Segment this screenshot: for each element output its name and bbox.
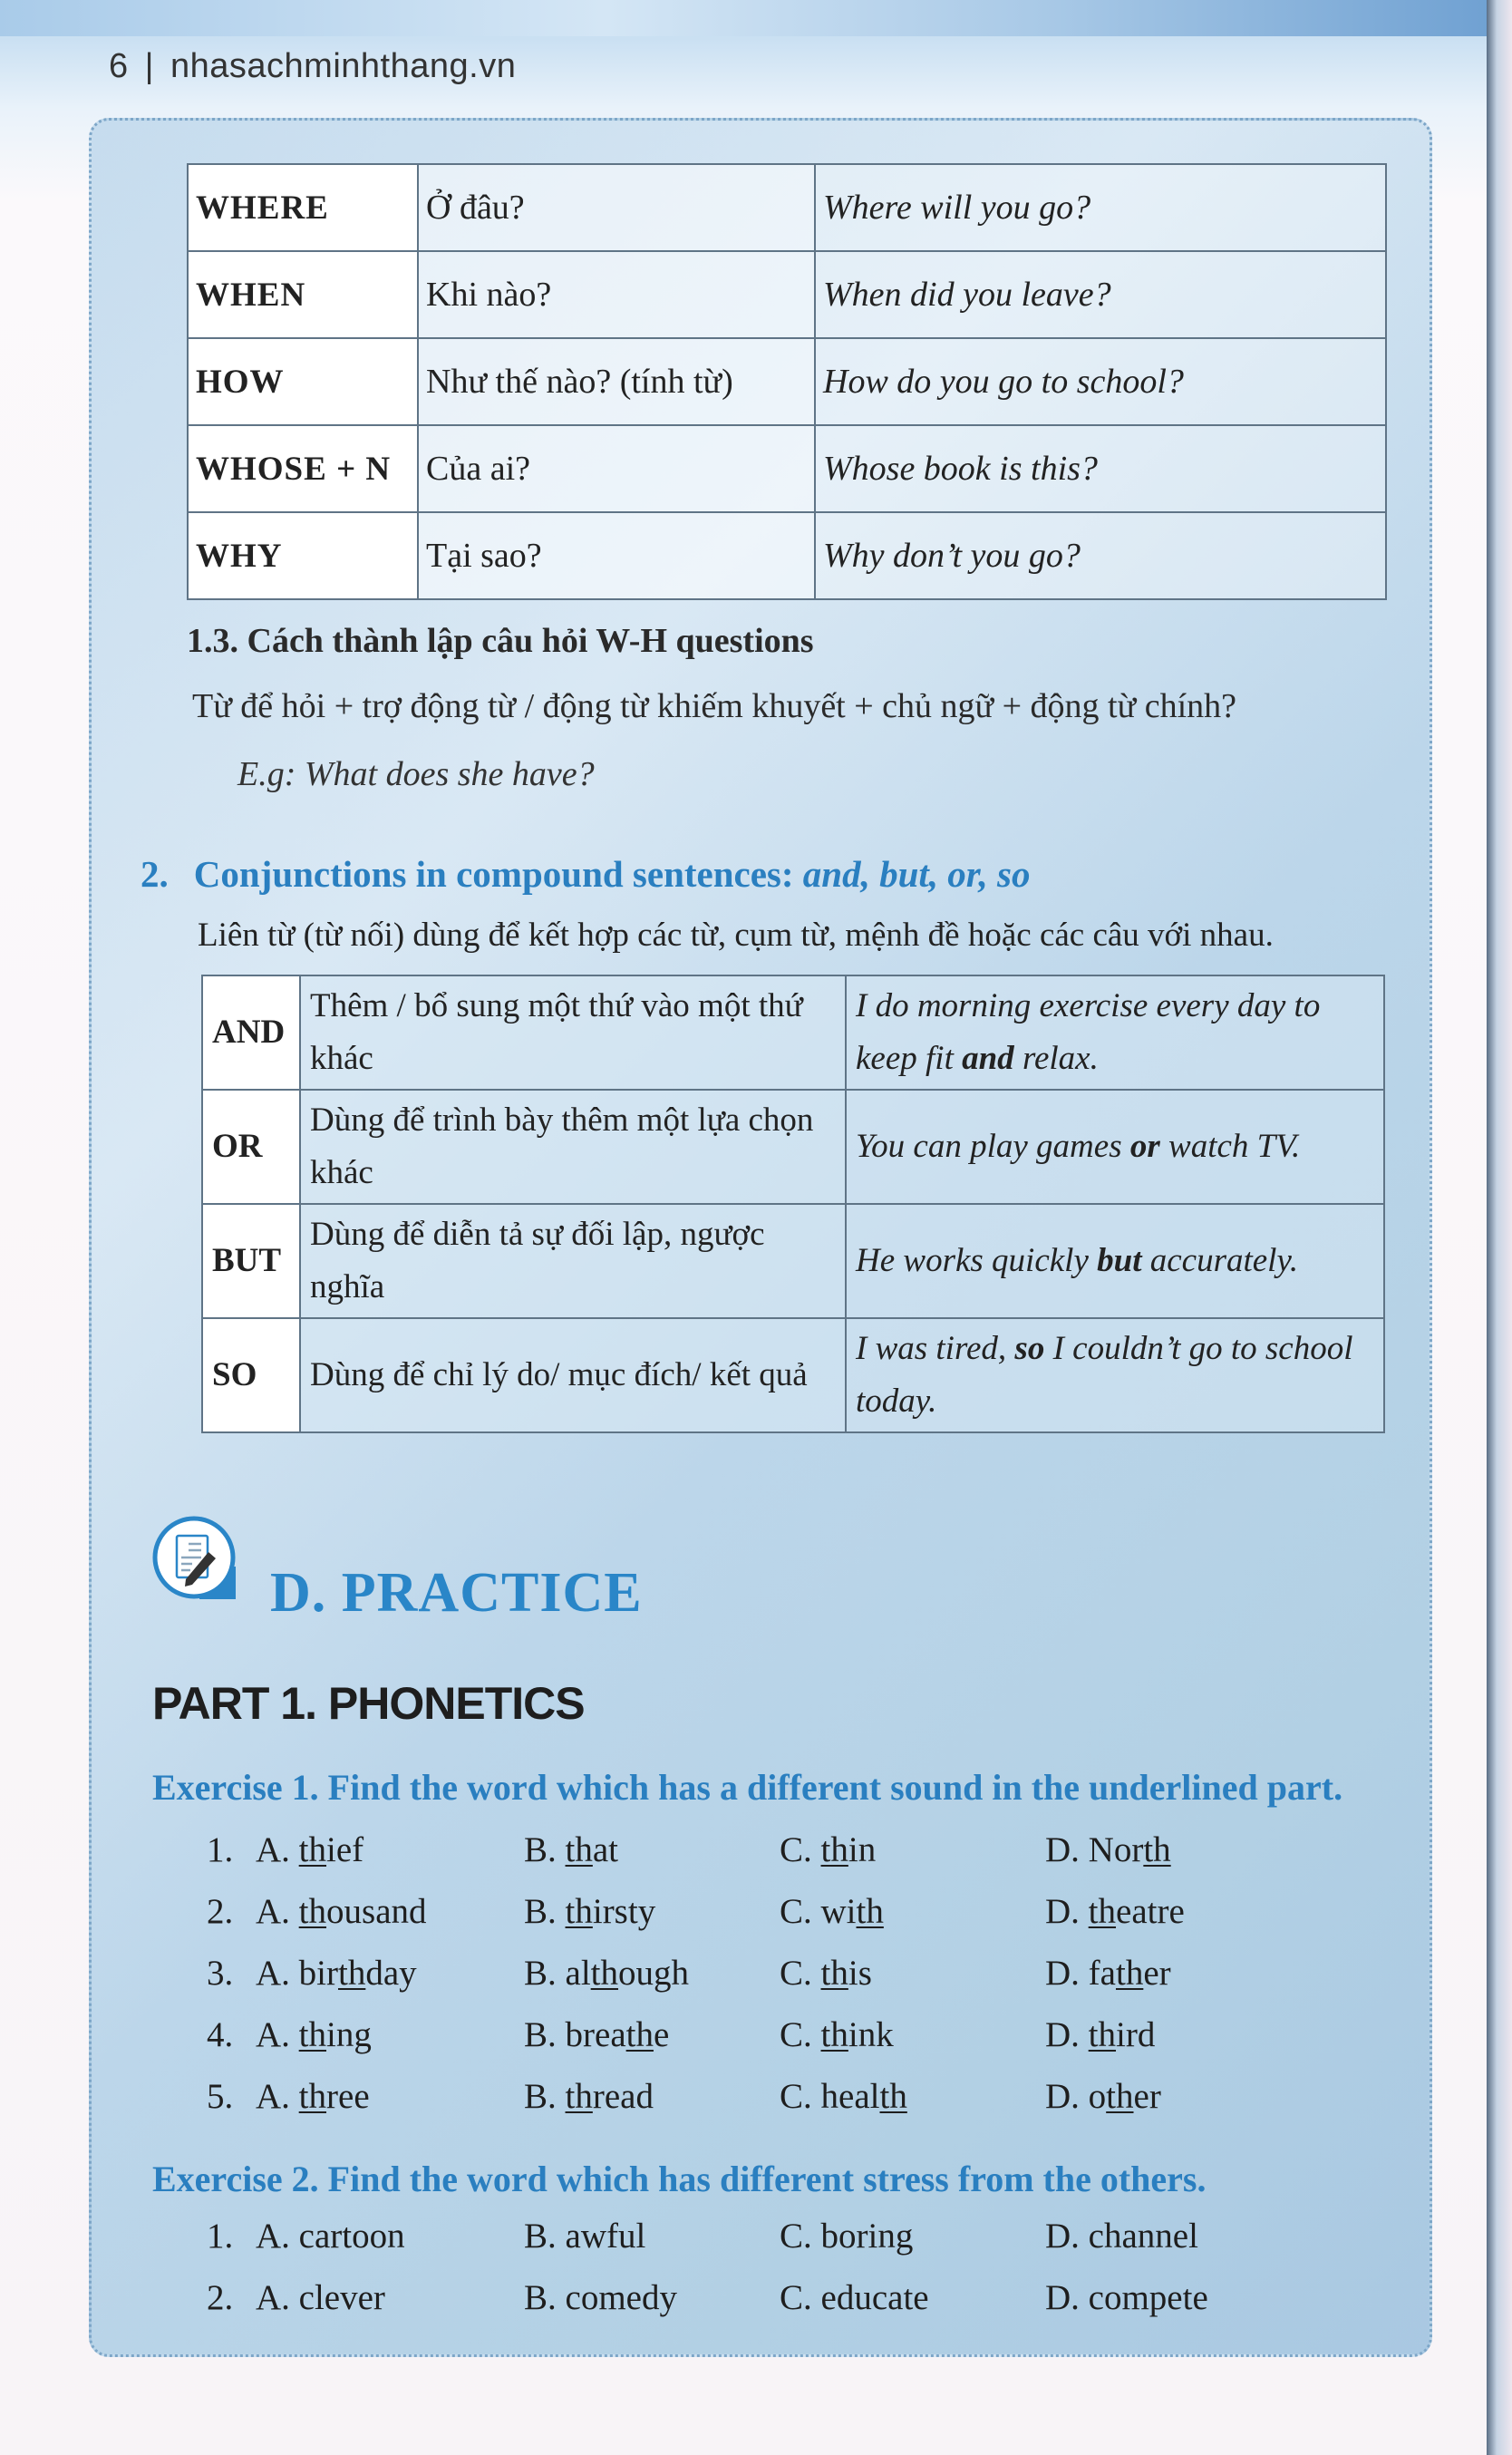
option-letter: C. <box>780 1892 821 1931</box>
option-text: al <box>565 1954 591 1993</box>
option-letter: D. <box>1045 1830 1089 1869</box>
option-b[interactable]: B. awful <box>524 2217 646 2256</box>
option-text: e <box>653 2015 670 2054</box>
option-text: ink <box>848 2015 894 2054</box>
conjunction-word: BUT <box>202 1204 300 1318</box>
conjunction-word: AND <box>202 975 300 1090</box>
underlined-part: th <box>298 1892 327 1931</box>
option-letter: B. <box>524 1830 566 1869</box>
question-row <box>207 1829 1294 1884</box>
example-text: I couldn’t go to school today. <box>856 1330 1353 1420</box>
underlined-part: th <box>565 1892 593 1931</box>
example-text: accurately. <box>1141 1242 1299 1279</box>
option-text: ird <box>1116 2015 1156 2054</box>
option-text: wi <box>820 1892 857 1931</box>
option-letter: C. <box>780 2015 821 2054</box>
conjunction-example <box>846 975 1384 1090</box>
option-letter: A. <box>256 1954 299 1993</box>
option-b[interactable]: B. comedy <box>524 2278 677 2317</box>
question-example: Why don’t you go? <box>815 512 1386 599</box>
option-d[interactable]: D. compete <box>1045 2278 1208 2317</box>
option-letter: D. <box>1045 1892 1089 1931</box>
option-letter: B. <box>524 2077 566 2116</box>
conjunction-example <box>846 1318 1384 1432</box>
table-row <box>188 512 1386 599</box>
underlined-part: th <box>1143 1830 1171 1869</box>
exercise-2-title: Exercise 2. Find the word which has different stress from the others. <box>152 2159 1207 2199</box>
section-2-title <box>141 852 1030 896</box>
table-row <box>188 425 1386 512</box>
underlined-part: th <box>625 2015 654 2054</box>
question-word: WHEN <box>188 251 418 338</box>
option-text: read <box>592 2077 654 2116</box>
option-text: irsty <box>592 1892 656 1931</box>
question-example: How do you go to school? <box>815 338 1386 425</box>
conjunction-word: SO <box>202 1318 300 1432</box>
top-decoration <box>0 0 1512 36</box>
question-word: HOW <box>188 338 418 425</box>
worksheet-pencil-icon <box>152 1516 239 1603</box>
question-word: WHY <box>188 512 418 599</box>
option-letter: A. <box>256 2077 299 2116</box>
underlined-part: th <box>565 1830 593 1869</box>
option-text: day <box>365 1954 417 1993</box>
option-text: Nor <box>1088 1830 1144 1869</box>
option-d[interactable] <box>1045 1829 1171 1870</box>
exercise-1-title: Exercise 1. Find the word which has a different sound in the underlined part. <box>152 1767 1343 1808</box>
option-letter: A. <box>256 1830 299 1869</box>
option-text: er <box>1143 1954 1171 1993</box>
underlined-part: th <box>338 1954 366 1993</box>
option-letter: B. <box>524 1892 566 1931</box>
example-conjunction: and <box>962 1040 1014 1077</box>
option-c[interactable] <box>780 1953 872 1994</box>
practice-title: D. PRACTICE <box>270 1562 643 1624</box>
option-d[interactable] <box>1045 2014 1155 2055</box>
section-title-italic: and, but, or, so <box>802 853 1031 895</box>
wh-formation-formula: Từ để hỏi + trợ động từ / động từ khiếm khuyết + chủ ngữ + động từ chính? <box>192 687 1237 725</box>
question-example: When did you leave? <box>815 251 1386 338</box>
option-d[interactable] <box>1045 2076 1161 2117</box>
question-row <box>207 2277 1294 2332</box>
underlined-part: th <box>565 2077 593 2116</box>
option-a[interactable] <box>256 2076 370 2117</box>
option-text: ousand <box>326 1892 427 1931</box>
page-number: 6 <box>109 47 129 85</box>
option-letter: C. <box>780 1830 821 1869</box>
conjunction-table <box>201 975 1385 1433</box>
option-letter: D. <box>1045 2077 1089 2116</box>
example-text: relax. <box>1013 1040 1099 1077</box>
option-text: is <box>848 1954 872 1993</box>
question-number: 2. <box>207 2278 234 2317</box>
conjunction-example <box>846 1090 1384 1204</box>
question-word: WHOSE + N <box>188 425 418 512</box>
question-meaning: Khi nào? <box>418 251 815 338</box>
question-meaning: Tại sao? <box>418 512 815 599</box>
option-letter: D. <box>1045 1954 1089 1993</box>
wh-question-table <box>187 163 1387 600</box>
question-number: 4. <box>207 2015 234 2054</box>
site-name: nhasachminhthang.vn <box>170 47 517 85</box>
option-b[interactable] <box>524 2014 669 2055</box>
option-a[interactable]: A. cartoon <box>256 2217 405 2256</box>
header-separator: | <box>144 47 155 85</box>
option-text: in <box>848 1830 877 1869</box>
question-row <box>207 2216 1294 2270</box>
wh-formation-title: 1.3. Cách thành lập câu hỏi W-H questions <box>187 622 814 660</box>
question-meaning: Ở đâu? <box>418 164 815 251</box>
example-text: I was tired, <box>856 1330 1015 1367</box>
underlined-part: th <box>1106 2077 1134 2116</box>
option-a[interactable] <box>256 1891 427 1932</box>
underlined-part: th <box>820 2015 848 2054</box>
underlined-part: th <box>298 2077 327 2116</box>
option-letter: D. <box>1045 2015 1089 2054</box>
question-number: 2. <box>207 1892 234 1931</box>
underlined-part: th <box>1115 1954 1144 1993</box>
conjunction-usage: Dùng để diễn tả sự đối lập, ngược nghĩa <box>300 1204 846 1318</box>
option-letter: B. <box>524 1954 566 1993</box>
option-letter: C. <box>780 2077 821 2116</box>
table-row <box>188 164 1386 251</box>
option-text: at <box>592 1830 619 1869</box>
example-conjunction: but <box>1097 1242 1142 1279</box>
underlined-part: th <box>1088 2015 1117 2054</box>
example-text: You can play games <box>856 1128 1130 1165</box>
example-text: He works quickly <box>856 1242 1098 1279</box>
option-text: o <box>1088 2077 1107 2116</box>
option-text: bir <box>298 1954 338 1993</box>
question-number: 1. <box>207 2217 234 2256</box>
underlined-part: th <box>820 1830 848 1869</box>
option-c[interactable] <box>780 2076 907 2117</box>
table-row <box>188 251 1386 338</box>
page-header <box>109 47 516 86</box>
option-text: ough <box>618 1954 690 1993</box>
option-text: ing <box>326 2015 372 2054</box>
option-text: fa <box>1088 1954 1116 1993</box>
option-letter: A. <box>256 1892 299 1931</box>
underlined-part: th <box>590 1954 619 1993</box>
question-row <box>207 2076 1294 2130</box>
underlined-part: th <box>1088 1892 1117 1931</box>
conjunction-example <box>846 1204 1384 1318</box>
part-1-title: PART 1. PHONETICS <box>152 1678 585 1729</box>
underlined-part: th <box>879 2077 907 2116</box>
conjunction-usage: Thêm / bổ sung một thứ vào một thứ khác <box>300 975 846 1090</box>
example-conjunction: so <box>1014 1330 1045 1367</box>
option-letter: B. <box>524 2015 566 2054</box>
option-text: brea <box>565 2015 626 2054</box>
underlined-part: th <box>856 1892 884 1931</box>
table-row <box>188 338 1386 425</box>
option-c[interactable] <box>780 1891 884 1932</box>
option-c[interactable] <box>780 2014 894 2055</box>
option-a[interactable] <box>256 1953 417 1994</box>
option-a[interactable] <box>256 2014 372 2055</box>
question-number: 5. <box>207 2077 234 2116</box>
option-b[interactable] <box>524 1953 689 1994</box>
section-title-text: Conjunctions in compound sentences: <box>193 853 803 895</box>
option-b[interactable] <box>524 1891 655 1932</box>
question-meaning: Của ai? <box>418 425 815 512</box>
option-a[interactable] <box>256 1829 363 1870</box>
option-b[interactable] <box>524 1829 618 1870</box>
example-text: watch TV. <box>1159 1128 1301 1165</box>
option-letter: A. <box>256 2015 299 2054</box>
table-row <box>202 1318 1384 1432</box>
page-edge <box>1487 0 1512 2455</box>
option-text: er <box>1133 2077 1161 2116</box>
example-conjunction: or <box>1129 1128 1160 1165</box>
underlined-part: th <box>298 1830 327 1869</box>
option-c[interactable] <box>780 1829 876 1870</box>
option-letter: C. <box>780 1954 821 1993</box>
underlined-part: th <box>820 1954 848 1993</box>
conjunction-usage: Dùng để chỉ lý do/ mục đích/ kết quả <box>300 1318 846 1432</box>
underlined-part: th <box>298 2015 327 2054</box>
table-row <box>202 1204 1384 1318</box>
question-row <box>207 1891 1294 1946</box>
wh-formation-example: E.g: What does she have? <box>237 755 595 793</box>
table-row <box>202 1090 1384 1204</box>
example-text: I do morning exercise every day to keep fit <box>856 987 1321 1077</box>
table-row <box>202 975 1384 1090</box>
conjunction-word: OR <box>202 1090 300 1204</box>
section-2-description: Liên từ (từ nối) dùng để kết hợp các từ, cụm từ, mệnh đề hoặc các câu với nhau. <box>198 917 1274 954</box>
option-c[interactable]: C. boring <box>780 2217 914 2256</box>
option-d[interactable]: D. channel <box>1045 2217 1198 2256</box>
question-word: WHERE <box>188 164 418 251</box>
question-meaning: Như thế nào? (tính từ) <box>418 338 815 425</box>
question-row <box>207 2014 1294 2069</box>
option-text: eatre <box>1116 1892 1185 1931</box>
option-b[interactable] <box>524 2076 654 2117</box>
conjunction-usage: Dùng để trình bày thêm một lựa chọn khác <box>300 1090 846 1204</box>
option-text: heal <box>820 2077 880 2116</box>
option-text: ief <box>326 1830 364 1869</box>
question-number: 3. <box>207 1954 234 1993</box>
section-number: 2. <box>141 853 169 895</box>
question-example: Where will you go? <box>815 164 1386 251</box>
option-text: ree <box>326 2077 370 2116</box>
question-number: 1. <box>207 1830 234 1869</box>
question-example: Whose book is this? <box>815 425 1386 512</box>
option-d[interactable] <box>1045 1953 1171 1994</box>
option-c[interactable]: C. educate <box>780 2278 929 2317</box>
option-d[interactable] <box>1045 1891 1185 1932</box>
option-a[interactable]: A. clever <box>256 2278 385 2317</box>
question-row <box>207 1953 1294 2007</box>
